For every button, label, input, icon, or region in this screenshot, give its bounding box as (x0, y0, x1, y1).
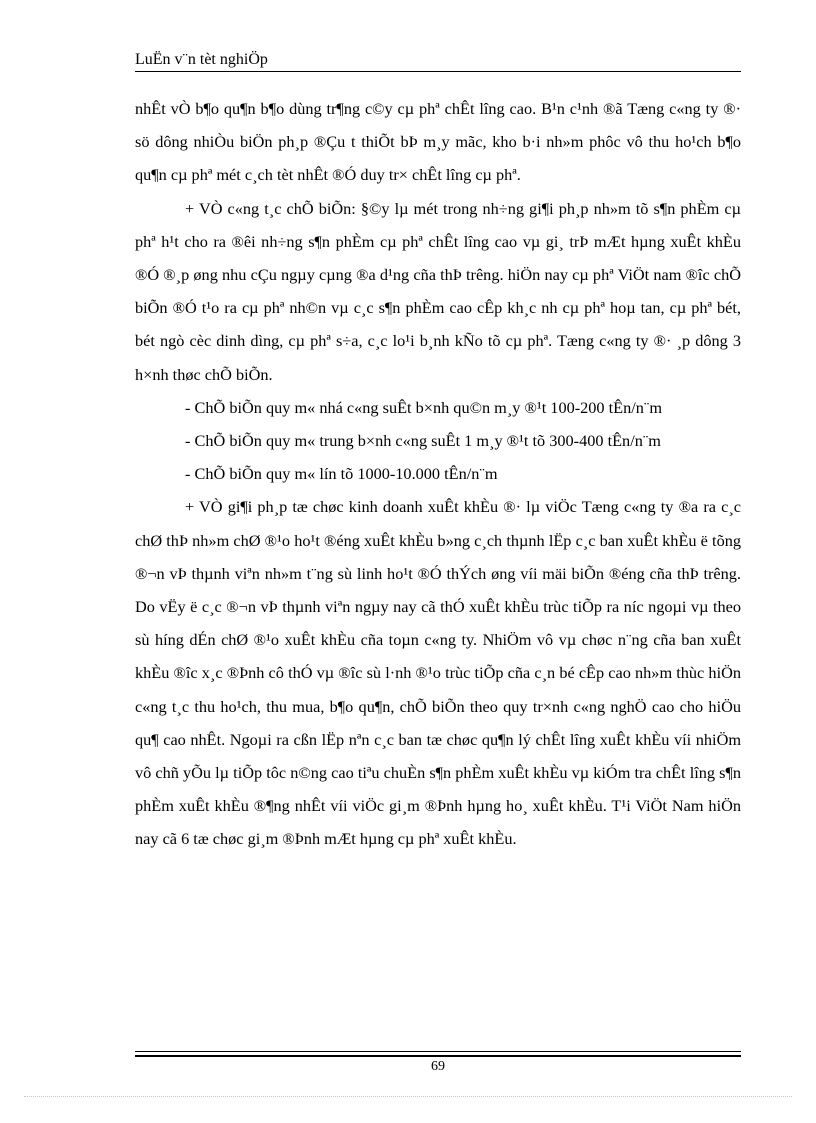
footer-rule-double (135, 1055, 741, 1057)
paragraph-export-organization: + VÒ gi¶i ph¸p tæ chøc kinh doanh xuÊt khÈu ®· lµ viÖc Tæng c«ng ty ®a ra c¸c chØ thÞ nh»m chØ ®¹o ho¹t ®éng xuÊt khÈu b»ng c¸ch thµnh lËp c¸c ban xuÊt khÈu ë tõng ®¬n vÞ thµnh viªn nh»m t¨ng sù linh ho¹t ®Ó thÝch øng víi mäi biÕn ®éng cña thÞ trêng. Do vËy ë c¸c ®¬n vÞ thµnh viªn ngµy nay cã thÓ xuÊt khÈu trùc tiÕp ra níc ngoµi vµ theo sù híng dÉn chØ ®¹o xuÊt khÈu cña toµn c«ng ty. NhiÖm vô vµ chøc n¨ng cña ban xuÊt khÈu ®îc x¸c ®Þnh cô thÓ vµ ®îc sù l·nh ®¹o trùc tiÕp cña c¸n bé cÊp cao nh»m thùc hiÖn c«ng t¸c thu ho¹ch, thu mua, b¶o qu¶n, chÕ biÕn theo quy tr×nh c«ng nghÖ cao cho hiÖu qu¶ cao nhÊt. Ngoµi ra cßn lËp nªn c¸c ban tæ chøc qu¶n lý chÊt lîng xuÊt khÈu víi nhiÖm vô chñ yÕu lµ tiÕp tôc n©ng cao tiªu chuÈn s¶n phÈm xuÊt khÈu vµ kiÓm tra chÊt lîng s¶n phÈm xuÊt khÈu ®¶ng nhÊt víi viÖc gi¸m ®Þnh hµng ho¸ xuÊt khÈu. T¹i ViÖt Nam hiÖn nay cã 6 tæ chøc gi¸m ®Þnh mÆt hµng cµ phª xuÊt khÈu. (135, 497, 741, 849)
page-number: 69 (431, 1059, 445, 1074)
header-rule (135, 71, 741, 72)
paragraph-small-scale: - ChÕ biÕn quy m« nhá c«ng suÊt b×nh qu©n m¸y ®¹t 100-200 tÊn/n¨m (185, 397, 663, 417)
paragraph-large-scale: - ChÕ biÕn quy m« lín tõ 1000-10.000 tÊn/n¨m (185, 464, 498, 484)
paragraph-processing: + VÒ c«ng t¸c chÕ biÕn: §©y lµ mét trong nh÷ng gi¶i ph¸p nh»m tõ s¶n phÈm cµ phª h¹t cho ra ®êi nh÷ng s¶n phÈm cµ phª chÊt lîng cao vµ gi¸ trÞ mÆt hµng xuÊt khÈu ®Ó ®¸p øng nhu cÇu ngµy cµng ®a d¹ng cña thÞ trêng. hiÖn nay cµ phª ViÖt nam ®îc chÕ biÕn ®Ó t¹o ra cµ phª nh©n vµ c¸c s¶n phÈm cao cÊp kh¸c nh cµ phª hoµ tan, cµ phª bét, bét ngò cèc dinh dìng, cµ phª s÷a, c¸c lo¹i b¸nh kÑo tõ cµ phª. Tæng c«ng ty ®· ¸p dông 3 h×nh thøc chÕ biÕn. (135, 198, 741, 384)
page-edge-divider (24, 1096, 792, 1097)
paragraph-storage: nhÊt vÒ b¶o qu¶n b¶o dùng tr¶ng c©y cµ phª chÊt lîng cao. B¹n c¹nh ®ã Tæng c«ng ty ®· sö dông nhiÒu biÖn ph¸p ®Çu t thiÕt bÞ m¸y mãc, kho b·i nh»m phôc vô thu ho¹ch b¶o qu¶n cµ phª mét c¸ch tèt nhÊt ®Ó duy tr× chÊt lîng cµ phª. (135, 99, 741, 185)
paragraph-medium-scale: - ChÕ biÕn quy m« trung b×nh c«ng suÊt 1 m¸y ®¹t tõ 300-400 tÊn/n¨m (185, 431, 661, 451)
running-header: LuËn v¨n tèt nghiÖp (135, 51, 268, 68)
page-body (135, 92, 741, 856)
footer-rule (135, 1051, 741, 1052)
